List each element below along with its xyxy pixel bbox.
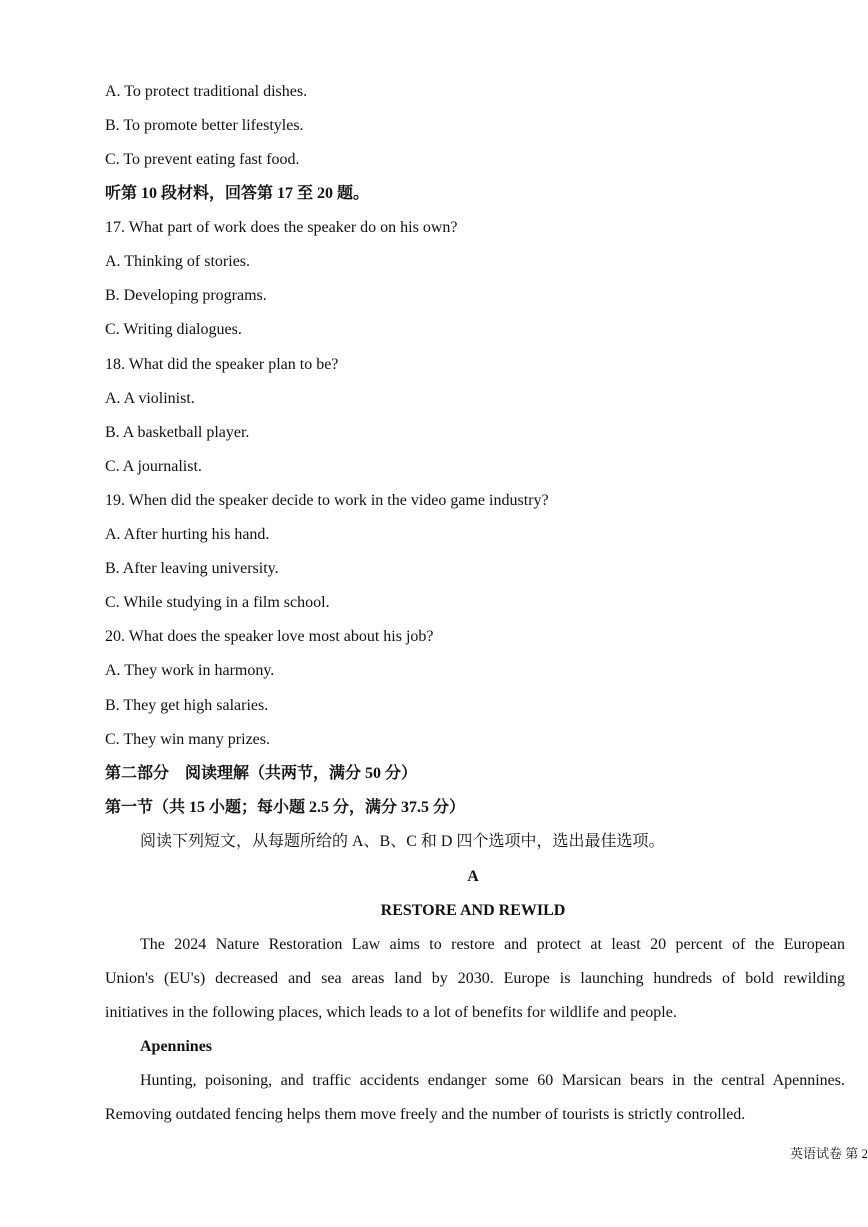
option-line: A. A violinist. (105, 390, 195, 407)
question-stem: 18. What did the speaker plan to be? (105, 356, 339, 373)
option-line: C. They win many prizes. (105, 731, 271, 748)
option-line: A. To protect traditional dishes. (105, 83, 308, 100)
paragraph-line: The 2024 Nature Restoration Law aims to restore and protect at least 20 percent of the European (140, 936, 845, 953)
option-line: C. While studying in a film school. (105, 594, 330, 611)
option-line: A. After hurting his hand. (105, 526, 270, 543)
question-stem: 17. What part of work does the speaker do on his own? (105, 219, 458, 236)
option-line: A. Thinking of stories. (105, 253, 251, 270)
section-one-heading: 第一节（共 15 小题；每小题 2.5 分，满分 37.5 分） (105, 799, 466, 816)
option-line: A. They work in harmony. (105, 662, 275, 679)
option-line: C. Writing dialogues. (105, 321, 242, 338)
option-line: B. After leaving university. (105, 560, 279, 577)
option-line: C. To prevent eating fast food. (105, 151, 300, 168)
question-stem: 19. When did the speaker decide to work in the video game industry? (105, 492, 549, 509)
option-line: B. To promote better lifestyles. (105, 117, 304, 134)
passage-title: RESTORE AND REWILD (380, 902, 566, 919)
page-footer: 英语试卷 第 2 (790, 1146, 868, 1161)
paragraph-line: Union's (EU's) decreased and sea areas land by 2030. Europe is launching hundreds of bold rewilding (105, 970, 845, 987)
option-line: B. A basketball player. (105, 424, 250, 441)
paragraph-line: Removing outdated fencing helps them move freely and the number of tourists is strictly controlled. (105, 1106, 746, 1123)
option-line: B. Developing programs. (105, 287, 267, 304)
passage-subheading: Apennines (140, 1038, 213, 1055)
option-line: C. A journalist. (105, 458, 202, 475)
passage-letter: A (467, 868, 479, 885)
reading-instruction: 阅读下列短文，从每题所给的 A、B、C 和 D 四个选项中，选出最佳选项。 (140, 833, 665, 850)
paragraph-line: Hunting, poisoning, and traffic accidents endanger some 60 Marsican bears in the central Apennines. (140, 1072, 845, 1089)
question-stem: 20. What does the speaker love most about his job? (105, 628, 434, 645)
option-line: B. They get high salaries. (105, 697, 269, 714)
paragraph-line: initiatives in the following places, which leads to a lot of benefits for wildlife and people. (105, 1004, 677, 1021)
section-instruction: 听第 10 段材料，回答第 17 至 20 题。 (105, 185, 370, 202)
part-two-heading: 第二部分 阅读理解（共两节，满分 50 分） (105, 765, 418, 782)
